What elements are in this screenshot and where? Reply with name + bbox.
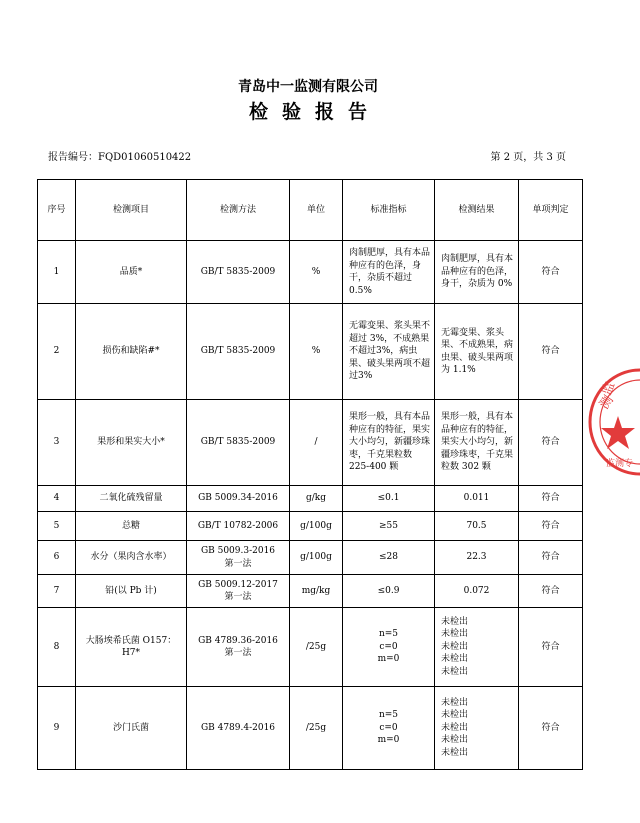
cell-standard: ≥55	[343, 512, 435, 541]
cell-no: 8	[38, 608, 76, 687]
cell-no: 4	[38, 486, 76, 512]
cell-item: 果形和果实大小*	[76, 400, 187, 486]
cell-unit: mg/kg	[290, 575, 343, 608]
cell-no: 2	[38, 304, 76, 400]
cell-item: 损伤和缺陷#*	[76, 304, 187, 400]
cell-result: 70.5	[435, 512, 519, 541]
company-name: 青岛中一监测有限公司	[238, 79, 378, 95]
table-row	[38, 486, 583, 512]
cell-standard: ≤0.9	[343, 575, 435, 608]
table-row	[38, 512, 583, 541]
cell-judge: 符合	[519, 400, 583, 486]
cell-item: 水分（果肉含水率）	[76, 541, 187, 575]
cell-result: 果形一般，具有本品种应有的特征，果实大小均匀，新疆珍珠枣，千克果粒数 302 颗	[435, 400, 519, 486]
cell-judge: 符合	[519, 512, 583, 541]
cell-item: 沙门氏菌	[76, 687, 187, 770]
report-title: 检验报告	[248, 101, 381, 123]
cell-no: 7	[38, 575, 76, 608]
col-header: 单项判定	[519, 180, 583, 241]
col-header: 检测结果	[435, 180, 519, 241]
cell-method: GB/T 5835-2009	[187, 400, 290, 486]
results-table	[37, 179, 583, 770]
cell-no: 9	[38, 687, 76, 770]
cell-standard: n=5 c=0 m=0	[343, 608, 435, 687]
cell-unit: g/100g	[290, 512, 343, 541]
cell-unit: g/100g	[290, 541, 343, 575]
cell-standard: 无霉变果、浆头果不超过 3%，不成熟果不超过3%，病虫果、破头果两项不超过3%	[343, 304, 435, 400]
cell-standard: 果形一般，具有本品种应有的特征，果实大小均匀，新疆珍珠枣，千克果粒数 225-400 颗	[343, 400, 435, 486]
cell-method: GB/T 5835-2009	[187, 241, 290, 304]
cell-result: 无霉变果、浆头果、不成熟果，病虫果、破头果两项为 1.1%	[435, 304, 519, 400]
cell-standard: ≤0.1	[343, 486, 435, 512]
cell-method: GB 5009.12-2017 第一法	[187, 575, 290, 608]
col-header: 检测方法	[187, 180, 290, 241]
cell-judge: 符合	[519, 608, 583, 687]
cell-method: GB 4789.4-2016	[187, 687, 290, 770]
table-row	[38, 687, 583, 770]
page-info: 第 2 页，共 3 页	[490, 152, 566, 163]
cell-unit: %	[290, 241, 343, 304]
cell-judge: 符合	[519, 687, 583, 770]
cell-item: 铅(以 Pb 计)	[76, 575, 187, 608]
cell-method: GB/T 10782-2006	[187, 512, 290, 541]
col-header: 标准指标	[343, 180, 435, 241]
cell-judge: 符合	[519, 575, 583, 608]
table-row	[38, 304, 583, 400]
cell-result: 0.011	[435, 486, 519, 512]
cell-result: 0.072	[435, 575, 519, 608]
cell-standard: n=5 c=0 m=0	[343, 687, 435, 770]
cell-method: GB 4789.36-2016 第一法	[187, 608, 290, 687]
report-meta	[48, 148, 566, 163]
stamp-text-3: 监测专	[606, 459, 634, 469]
cell-method: GB 5009.34-2016	[187, 486, 290, 512]
cell-no: 3	[38, 400, 76, 486]
cell-no: 5	[38, 512, 76, 541]
table-row	[38, 241, 583, 304]
cell-unit: /25g	[290, 687, 343, 770]
cell-result: 未检出 未检出 未检出 未检出 未检出	[435, 687, 519, 770]
cell-no: 6	[38, 541, 76, 575]
stamp-text-1: 监	[599, 380, 619, 398]
cell-unit: /25g	[290, 608, 343, 687]
cell-unit: g/kg	[290, 486, 343, 512]
cell-judge: 符合	[519, 541, 583, 575]
cell-judge: 符合	[519, 241, 583, 304]
cell-standard: 肉制肥厚，具有本品种应有的色泽，身干，杂质不超过 0.5%	[343, 241, 435, 304]
cell-result: 22.3	[435, 541, 519, 575]
cell-unit: %	[290, 304, 343, 400]
cell-judge: 符合	[519, 304, 583, 400]
cell-item: 大肠埃希氏菌 O157：H7*	[76, 608, 187, 687]
table-row	[38, 575, 583, 608]
table-header-row	[38, 180, 583, 241]
cell-item: 二氧化硫残留量	[76, 486, 187, 512]
cell-standard: ≤28	[343, 541, 435, 575]
cell-judge: 符合	[519, 486, 583, 512]
cell-method: GB/T 5835-2009	[187, 304, 290, 400]
col-header: 单位	[290, 180, 343, 241]
cell-unit: /	[290, 400, 343, 486]
table-row	[38, 541, 583, 575]
col-header: 序号	[38, 180, 76, 241]
cell-method: GB 5009.3-2016 第一法	[187, 541, 290, 575]
cell-result: 肉制肥厚，具有本品种应有的色泽，身干，杂质为 0%	[435, 241, 519, 304]
stamp-text-2: 测	[596, 393, 617, 413]
cell-item: 品质*	[76, 241, 187, 304]
red-stamp	[580, 368, 640, 478]
table-row	[38, 400, 583, 486]
col-header: 检测项目	[76, 180, 187, 241]
table-row	[38, 608, 583, 687]
cell-result: 未检出 未检出 未检出 未检出 未检出	[435, 608, 519, 687]
report-number: 报告编号：FQD01060510422	[48, 152, 192, 163]
cell-no: 1	[38, 241, 76, 304]
cell-item: 总糖	[76, 512, 187, 541]
